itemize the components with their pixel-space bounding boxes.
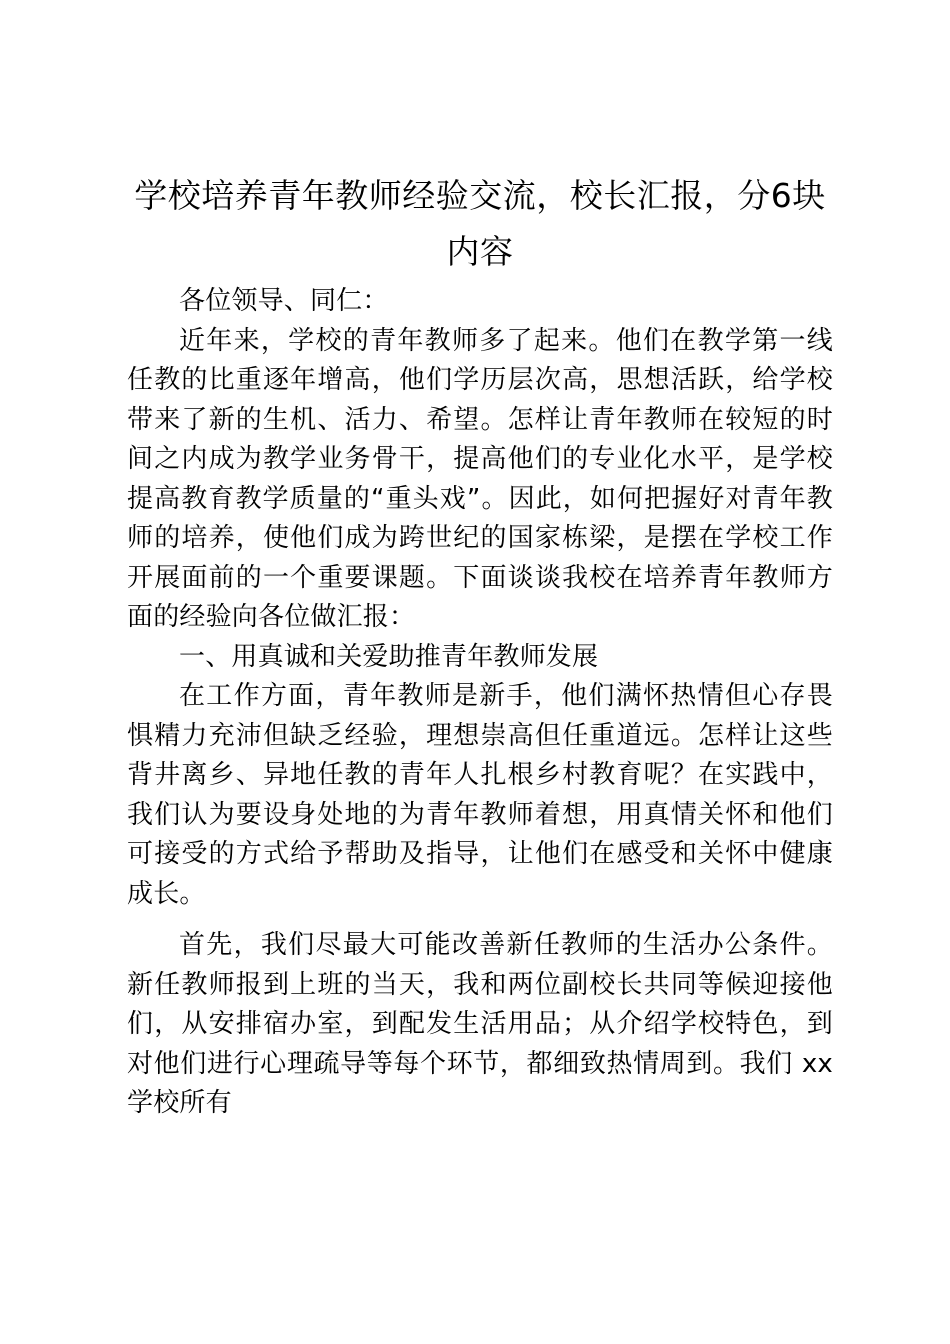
document-body	[127, 168, 833, 1124]
paragraph-first: 首先，我们尽最大可能改善新任教师的生活办公条件。新任教师报到上班的当天，我和两位副校长共同等候迎接他们，从安排宿办室，到配发生活用品；从介绍学校特色，到对他们进行心理疏导等每个环节，都细致热情周到。我们 xx 学校所有	[127, 930, 833, 1118]
document-title: 学校培养青年教师经验交流，校长汇报，分6块内容	[134, 176, 826, 271]
paragraph-intro: 近年来，学校的青年教师多了起来。他们在教学第一线任教的比重逐年增高，他们学历层次高，思想活跃，给学校带来了新的生机、活力、希望。怎样让青年教师在较短的时间之内成为教学业务骨干，提高他们的专业化水平，是学校提高教育教学质量的“重头戏”。因此，如何把握好对青年教师的培养，使他们成为跨世纪的国家栋梁，是摆在学校工作开展面前的一个重要课题。下面谈谈我校在培养青年教师方面的经验向各位做汇报：	[127, 325, 833, 632]
section-heading-1: 一、用真诚和关爱助推青年教师发展	[179, 641, 599, 672]
paragraph-work: 在工作方面，青年教师是新手，他们满怀热情但心存畏惧精力充沛但缺乏经验，理想崇高但任重道远。怎样让这些背井离乡、异地任教的青年人扎根乡村教育呢？在实践中，我们认为要设身处地的为青年教师着想，用真情关怀和他们可接受的方式给予帮助及指导，让他们在感受和关怀中健康成长。	[127, 681, 833, 909]
salutation: 各位领导、同仁：	[179, 286, 389, 316]
